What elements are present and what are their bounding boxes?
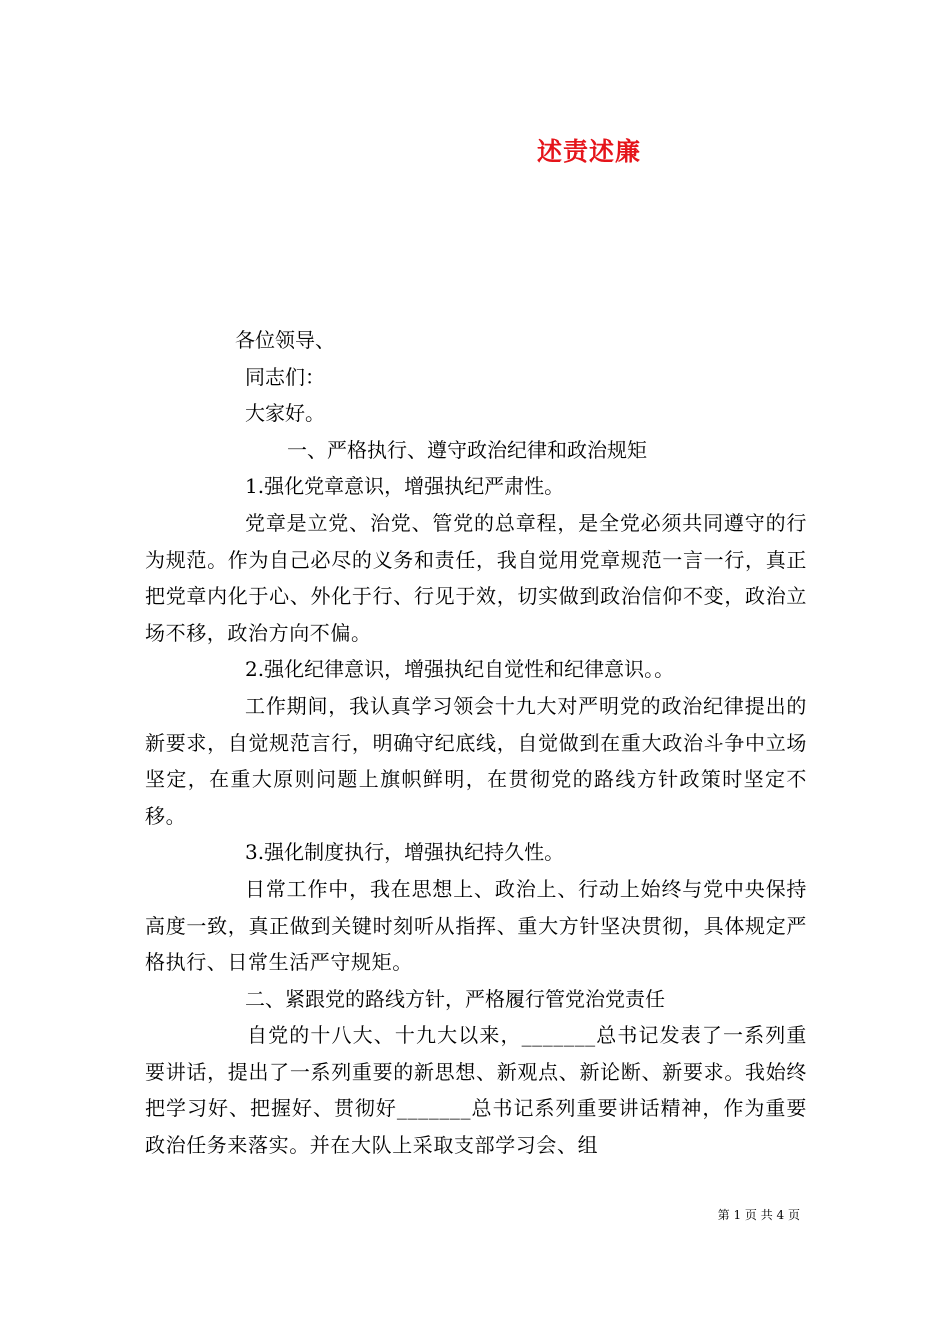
subsection-title-2: 2.强化纪律意识，增强执纪自觉性和纪律意识。。: [245, 657, 675, 682]
section-heading-2: 二、紧跟党的路线方针，严格履行管党治党责任: [245, 986, 665, 1011]
greeting-line-3: 大家好。: [245, 401, 325, 426]
document-title: 述责述廉: [536, 137, 641, 166]
paragraph-3: 日常工作中，我在思想上、政治上、行动上始终与党中央保持高度一致，真正做到关键时刻听从指挥、重大方针坚决贯彻，具体规定严格执行、日常生活严守规矩。: [145, 876, 807, 975]
subsection-title-1: 1.强化党章意识，增强执纪严肃性。: [245, 474, 565, 499]
section-heading-1: 一、严格执行、遵守政治纪律和政治规矩: [287, 437, 647, 462]
paragraph-1: 党章是立党、治党、管党的总章程，是全党必须共同遵守的行为规范。作为自己必尽的义务和责任，我自觉用党章规范一言一行，真正把党章内化于心、外化于行、行见于效，切实做到政治信仰不变，政治立场不移，政治方向不偏。: [145, 510, 807, 645]
greeting-line-1: 各位领导、: [235, 328, 335, 352]
paragraph-4: 自党的十八大、十九大以来，_______总书记发表了一系列重要讲话，提出了一系列重要的新思想、新观点、新论断、新要求。我始终把学习好、把握好、贯彻好_______总书记系列重要讲话精神，作为重要政治任务来落实。并在大队上采取支部学习会、组: [145, 1023, 807, 1158]
subsection-title-3: 3.强化制度执行，增强执纪持久性。: [245, 840, 565, 865]
paragraph-2: 工作期间，我认真学习领会十九大对严明党的政治纪律提出的新要求，自觉规范言行，明确守纪底线，自觉做到在重大政治斗争中立场坚定，在重大原则问题上旗帜鲜明，在贯彻党的路线方针政策时坚定不移。: [145, 693, 807, 828]
greeting-line-2: 同志们：: [245, 364, 325, 389]
page-number-footer: 第 1 页 共 4 页: [717, 1208, 800, 1222]
document-body: [145, 322, 807, 1164]
